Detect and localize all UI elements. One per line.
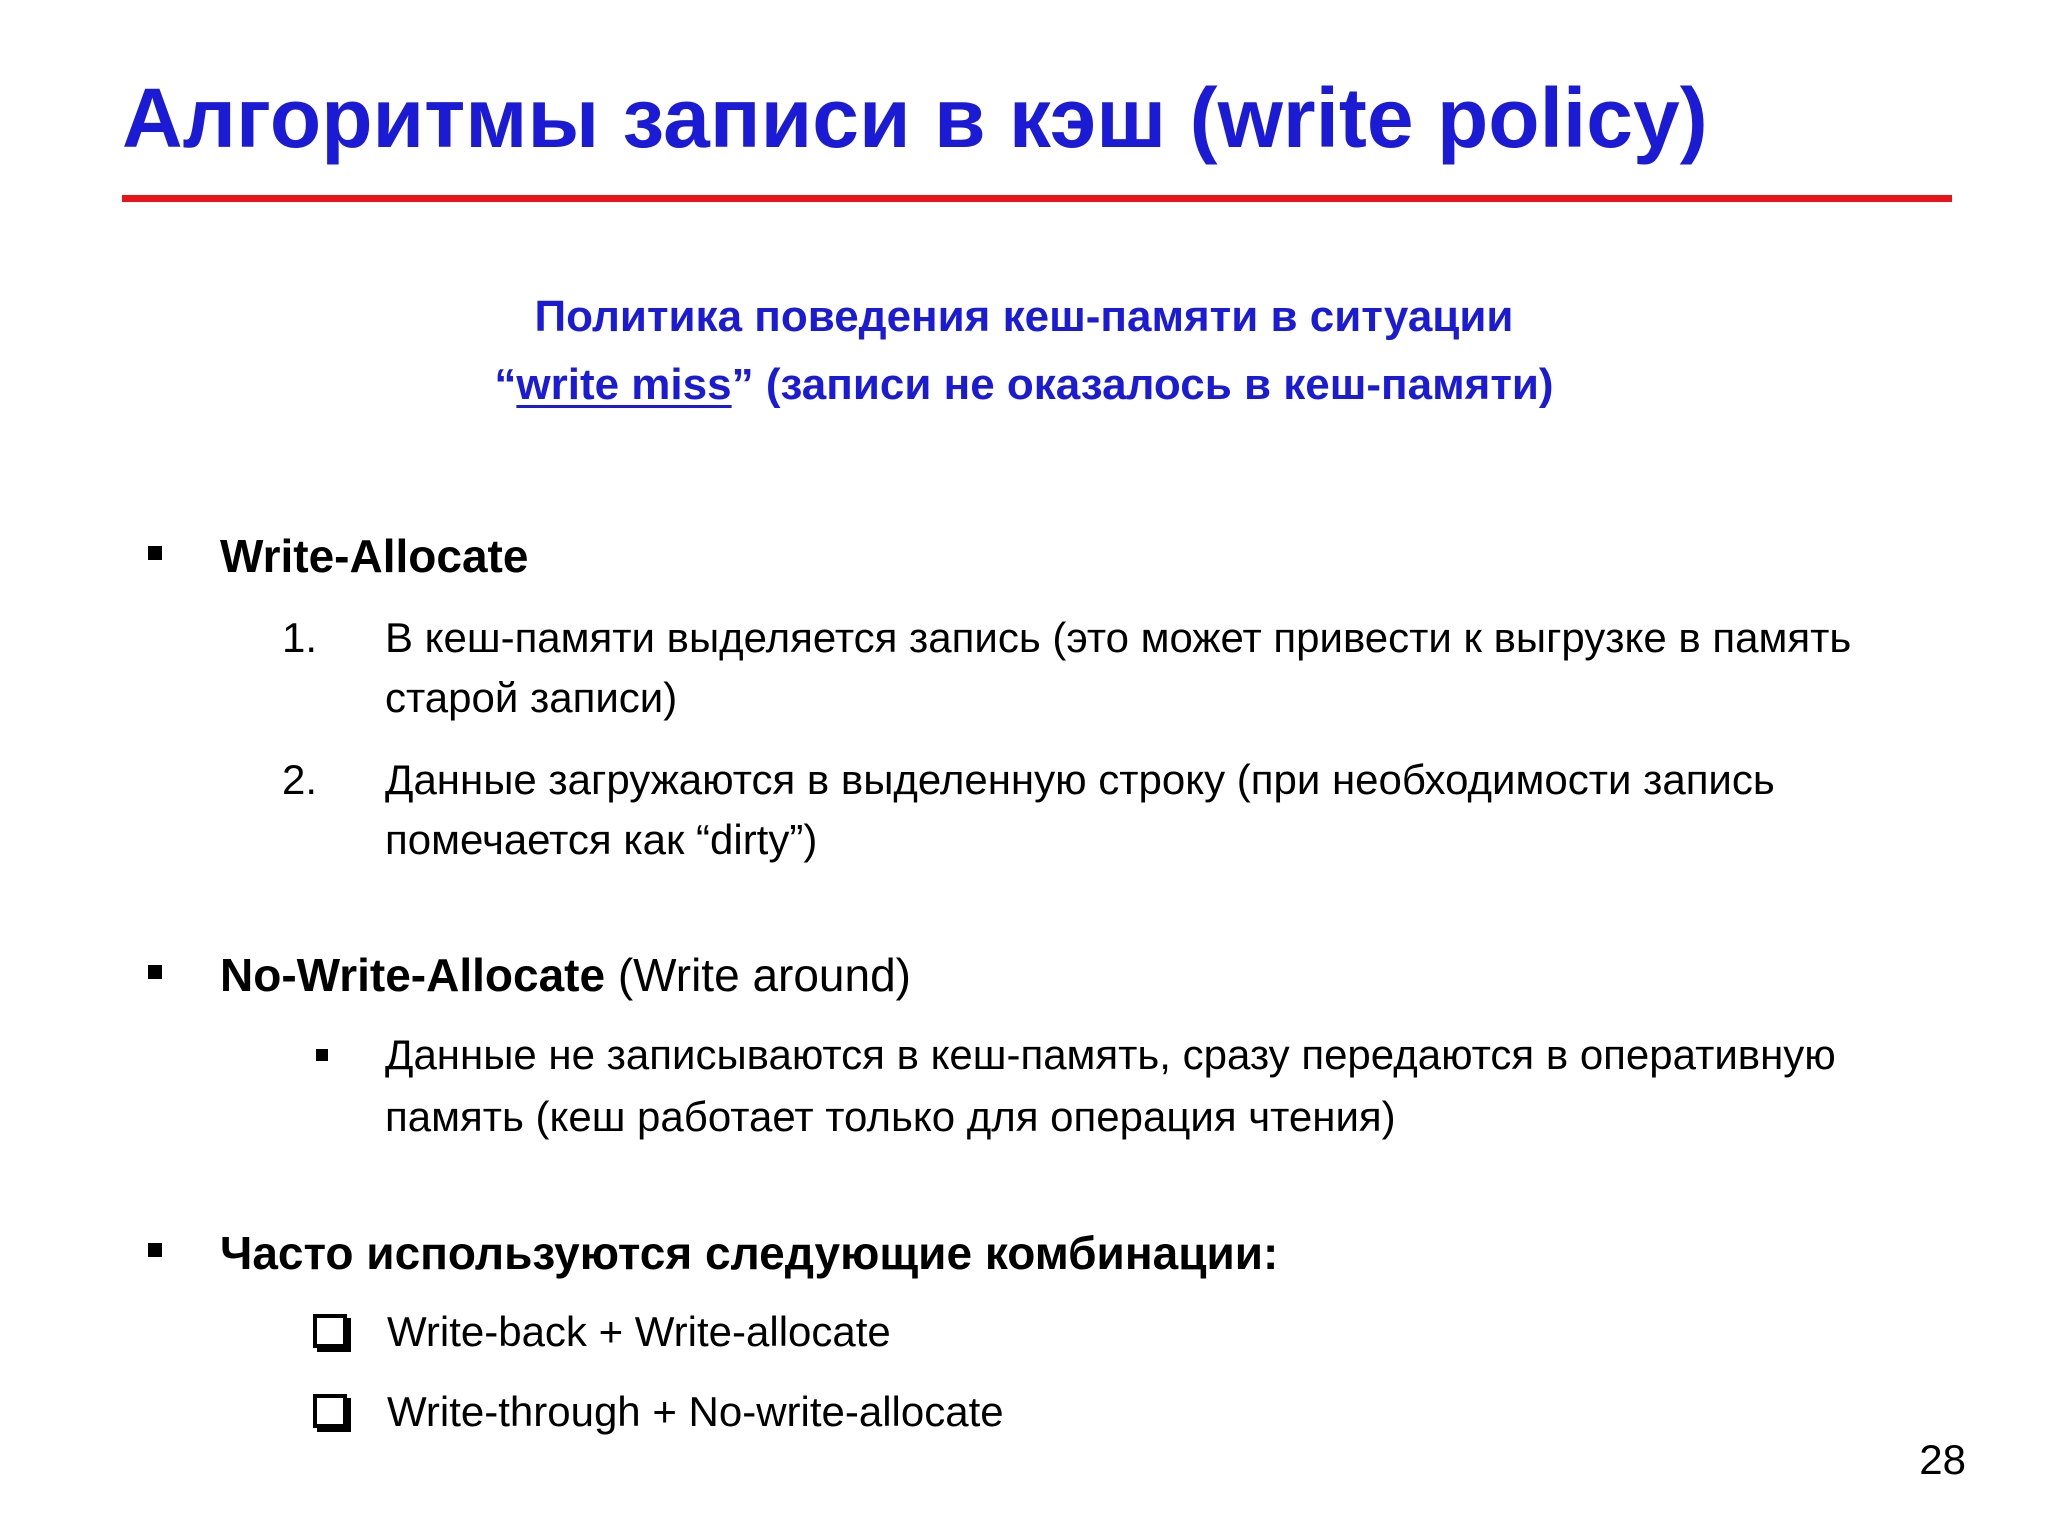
checkbox-icon [313, 1394, 347, 1428]
subtitle-line-2 [0, 351, 2048, 419]
subtitle [0, 283, 2048, 419]
combinations-heading: Часто используются следующие комбинации: [220, 1227, 1279, 1279]
square-bullet-icon [148, 1243, 162, 1257]
combination-item: Write-back + Write-allocate [387, 1308, 891, 1355]
subtitle-rest: ” (записи не оказалось в кеш-памяти) [731, 360, 1554, 409]
subtitle-line-1: Политика поведения кеш-памяти в ситуации [534, 292, 1514, 341]
step-text: В кеш-памяти выделяется запись (это может привести к выгрузке в память старой записи) [385, 614, 1852, 721]
page-number: 28 [1919, 1436, 1966, 1483]
title-divider [122, 195, 1952, 202]
write-allocate-heading: Write-Allocate [220, 530, 529, 582]
step-number: 2. [282, 756, 318, 803]
no-write-allocate-note: (Write around) [605, 949, 911, 1001]
step-number: 1. [282, 614, 318, 661]
no-write-allocate-heading: No-Write-Allocate [220, 949, 606, 1001]
square-bullet-icon [316, 1049, 328, 1061]
combination-item: Write-through + No-write-allocate [387, 1388, 1004, 1435]
square-bullet-icon [148, 965, 162, 979]
no-write-allocate-detail: Данные не записываются в кеш-память, сразу передаются в оперативную память (кеш работает только для операция чтения) [385, 1031, 1836, 1140]
checkbox-icon [313, 1314, 347, 1348]
square-bullet-icon [148, 546, 162, 560]
step-text: Данные загружаются в выделенную строку (при необходимости запись помечается как “dirty”) [385, 756, 1775, 863]
subtitle-quote-open: “ [494, 360, 517, 409]
slide-title: Алгоритмы записи в кэш (write policy) [122, 71, 1708, 165]
write-miss-term: write miss [516, 360, 732, 409]
